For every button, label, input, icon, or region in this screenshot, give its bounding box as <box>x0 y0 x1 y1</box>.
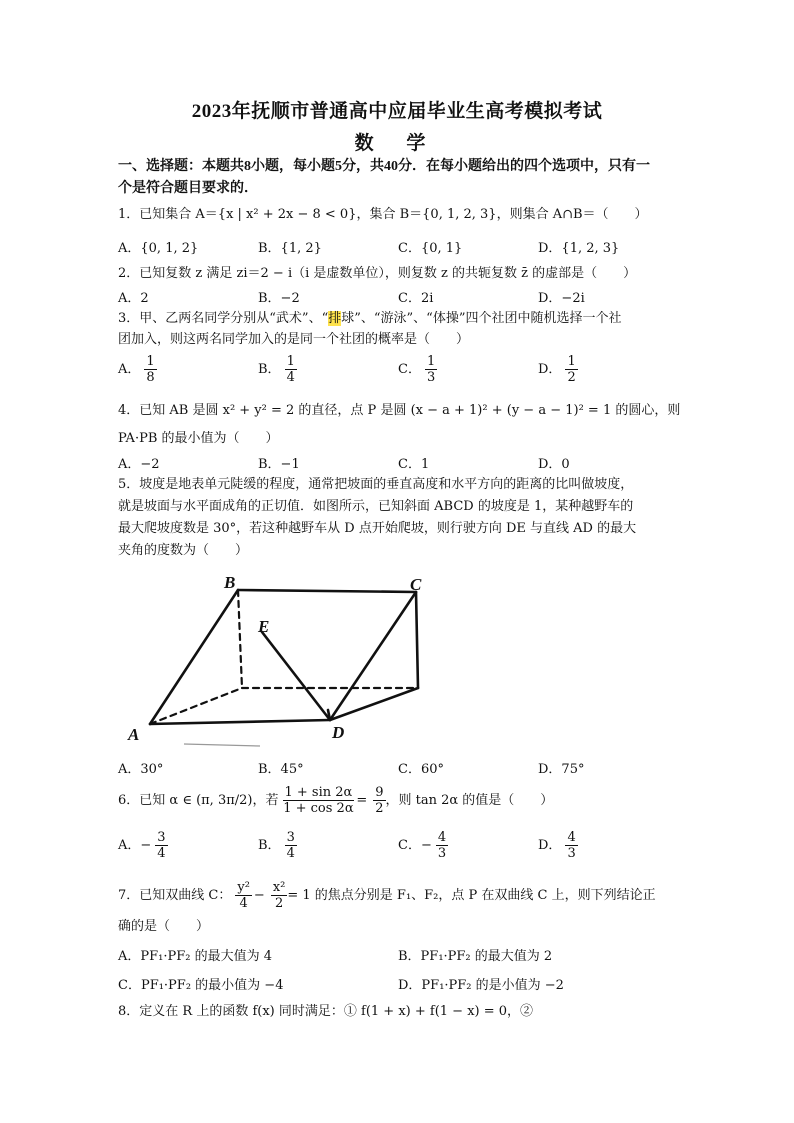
edge-dc <box>330 592 416 720</box>
q7-option-b[interactable]: B．PF₁·PF₂ 的最大值为 2 <box>398 949 553 964</box>
section-heading-line2: 个是符合题目要求的． <box>118 181 258 196</box>
label-a: A <box>128 725 140 744</box>
q3-stem: 3．甲、乙两名同学分别从“武术”、“排球”、“游泳”、“体操”四个社团中随机选择一个社 <box>118 311 622 326</box>
q5-line2: 就是坡面与水平面成角的正切值．如图所示，已知斜面 ABCD 的坡度是 1，某种越野车的 <box>118 499 634 514</box>
edge-ab <box>150 590 238 724</box>
q5-option-d[interactable]: D．75° <box>538 762 585 777</box>
q3-option-d[interactable]: D． $\frac{1}{2}$ <box>538 354 576 385</box>
hidden-edge-vertical <box>238 590 242 688</box>
q5-line4: 夹角的度数为（ ） <box>118 543 249 558</box>
edge-ad <box>150 720 330 724</box>
q4-option-d[interactable]: D．0 <box>538 457 570 472</box>
q4-stem-line2: PA·PB 的最小值为（ ） <box>118 431 279 446</box>
q7-stem-line2: 确的是（ ） <box>118 919 210 934</box>
section-heading-line1: 一、选择题：本题共8小题，每小题5分，共40分．在每小题给出的四个选项中，只有一 <box>118 159 650 174</box>
scan-mark <box>184 744 260 746</box>
q4-option-b[interactable]: B．−1 <box>258 457 300 472</box>
q5-option-b[interactable]: B．45° <box>258 762 304 777</box>
q3-option-b[interactable]: B． $\frac{1}{4}$ <box>258 354 295 385</box>
q1-option-b[interactable]: B．{1, 2} <box>258 241 322 256</box>
highlighted-char: 排 <box>328 311 342 326</box>
q5-line3: 最大爬坡度数是 30°，若这种越野车从 D 点开始爬坡，则行驶方向 DE 与直线 AD 的最大 <box>118 521 637 536</box>
q2-option-c[interactable]: C．2i <box>398 291 434 306</box>
q2-option-a[interactable]: A．2 <box>118 291 149 306</box>
q4-stem: 4．已知 AB 是圆 x² + y² = 2 的直径，点 P 是圆 (x − a + 1)² + (y − a − 1)² = 1 的圆心，则 <box>118 403 681 418</box>
q5-line1: 5．坡度是地表单元陡缓的程度，通常把坡面的垂直高度和水平方向的距离的比叫做坡度， <box>118 477 634 492</box>
q7-option-c[interactable]: C．PF₁·PF₂ 的最小值为 −4 <box>118 978 284 993</box>
q6-option-d[interactable]: D． $\frac{4}{3}$ <box>538 830 576 861</box>
edge-c-right <box>416 592 418 688</box>
edge-ed <box>262 632 330 720</box>
q6-option-b[interactable]: B． $\frac{3}{4}$ <box>258 830 295 861</box>
label-b: B <box>224 573 236 592</box>
hidden-edge-diagonal <box>150 688 242 724</box>
q6-option-c[interactable]: C．− $\frac{4}{3}$ <box>398 830 447 861</box>
edge-d-right <box>330 688 418 720</box>
q6-option-a[interactable]: A．− $\frac{3}{4}$ <box>118 830 166 861</box>
label-d: D <box>332 723 345 742</box>
q2-option-d[interactable]: D．−2i <box>538 291 585 306</box>
subject-title: 数 学 <box>354 133 440 154</box>
q4-option-c[interactable]: C．1 <box>398 457 430 472</box>
q7-option-d[interactable]: D．PF₁·PF₂ 的是小值为 −2 <box>398 978 564 993</box>
q3-stem-line2: 团加入，则这两名同学加入的是同一个社团的概率是（ ） <box>118 332 470 347</box>
q1-option-c[interactable]: C．{0, 1} <box>398 241 463 256</box>
q1-stem: 1．已知集合 A＝{x | x² + 2x − 8 < 0}，集合 B＝{0, 1, 2, 3}，则集合 A∩B＝（ ） <box>118 207 648 222</box>
slope-figure <box>126 570 446 750</box>
exam-title: 2023年抚顺市普通高中应届毕业生高考模拟考试 <box>191 101 603 122</box>
q6-stem: 6．已知 α ∈ (π, 3π/2)，若 $\frac{1 + \sin 2\alpha}{1 + \cos 2\alpha}$ = $\frac{9}{2}$ ，则 tan 2α 的值是（ ） <box>118 785 554 816</box>
q7-option-a[interactable]: A．PF₁·PF₂ 的最大值为 4 <box>118 949 273 964</box>
q3-option-c[interactable]: C． $\frac{1}{3}$ <box>398 354 436 385</box>
q5-option-a[interactable]: A．30° <box>118 762 164 777</box>
q3-option-a[interactable]: A． $\frac{1}{8}$ <box>118 354 155 385</box>
q7-stem: 7．已知双曲线 C： $\frac{\text{y²}}{4}$ − $\frac{\text{x²}}{2}$ = 1 的焦点分别是 F₁、F₂，点 P 在双曲线 C 上，则下列结论正 <box>118 880 656 911</box>
q2-option-b[interactable]: B．−2 <box>258 291 300 306</box>
label-c: C <box>410 575 422 594</box>
q8-stem: 8．定义在 R 上的函数 f(x) 同时满足：① f(1 + x) + f(1 − x) = 0，② <box>118 1004 534 1019</box>
q2-stem: 2．已知复数 z 满足 zi＝2 − i（i 是虚数单位），则复数 z 的共轭复数 z̄ 的虚部是（ ） <box>118 266 637 281</box>
q1-option-d[interactable]: D．{1, 2, 3} <box>538 241 620 256</box>
q4-option-a[interactable]: A．−2 <box>118 457 160 472</box>
label-e: E <box>258 617 270 636</box>
edge-bc <box>238 590 416 592</box>
q1-option-a[interactable]: A．{0, 1, 2} <box>118 241 199 256</box>
q5-option-c[interactable]: C．60° <box>398 762 444 777</box>
